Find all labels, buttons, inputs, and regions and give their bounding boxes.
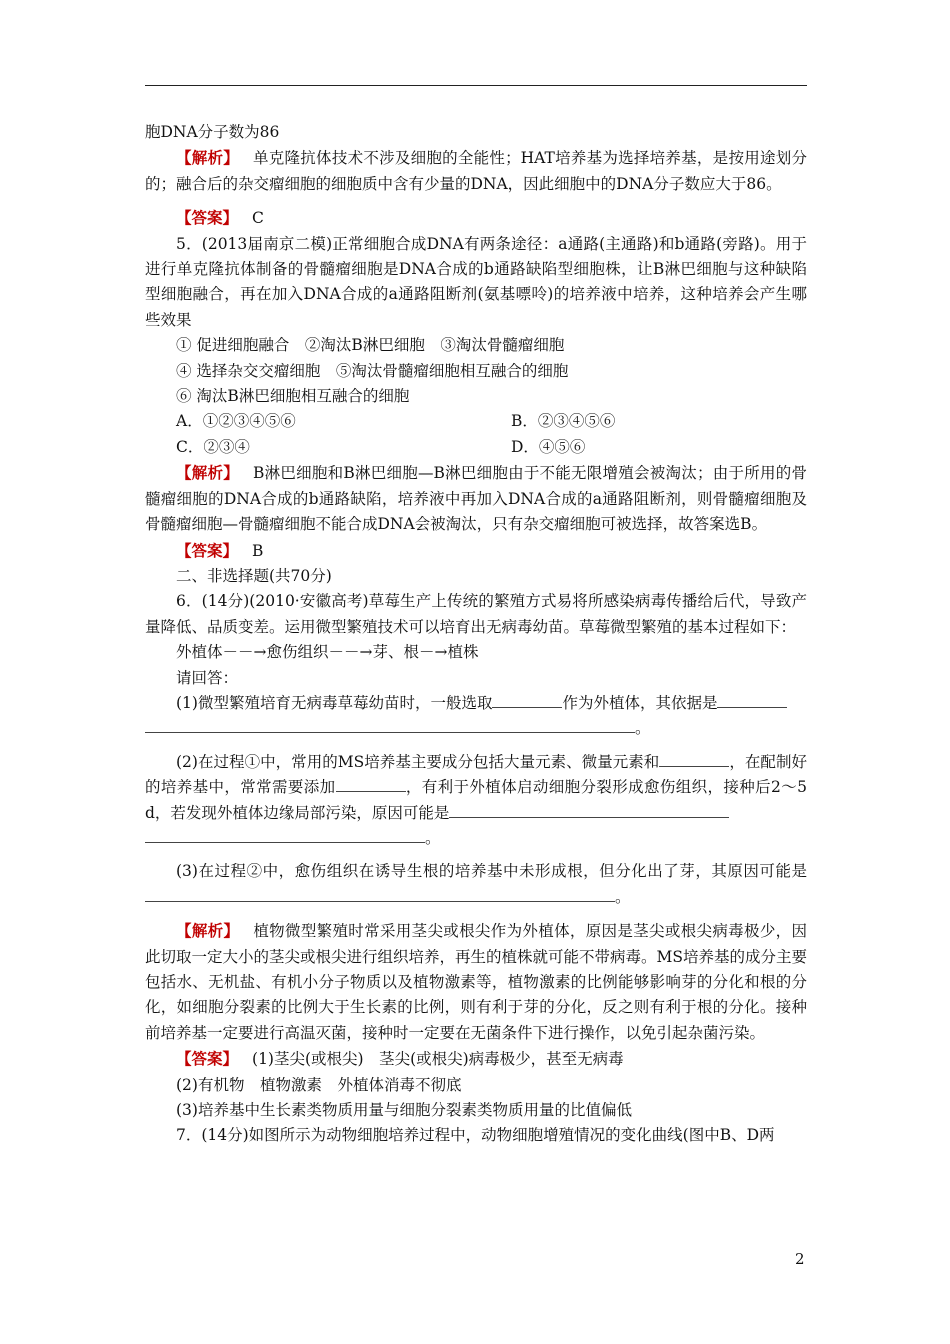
- q5-item-line-3: ⑥ 淘汰B淋巴细胞相互融合的细胞: [176, 387, 410, 406]
- analysis-4: 【解析】 单克隆抗体技术不涉及细胞的全能性；HAT培养基为选择培养基，是按用途划分的；融合后的杂交瘤细胞的细胞质中含有少量的DNA，因此细胞中的DNA分子数应大于86。: [145, 148, 807, 193]
- analysis-tag: 【解析】: [176, 148, 240, 168]
- q6-part-2-cont: 。: [145, 826, 807, 851]
- q6-flow: 外植体－－→愈伤组织－－→芽、根－→植株: [176, 643, 479, 662]
- q5-options-row-2: [145, 435, 807, 460]
- answer-tag: 【答案】: [176, 540, 239, 560]
- analysis-6: 【解析】 植物微型繁殖时常采用茎尖或根尖作为外植体，原因是茎尖或根尖病毒极少，因此切取一定大小的茎尖或根尖进行组织培养，再生的植株就可能不带病毒。MS培养基的成分主要包括水、无机盐、有机小分子物质以及植物激素等，植物激素的比例能够影响芽的分化和根的分化，如细胞分裂素的比例大于生长素的比例，则有利于芽的分化，反之则有利于根的分化。接种前培养基一定要进行高温灭菌，接种时一定要在无菌条件下进行操作，以免引起杂菌污染。: [145, 921, 807, 1042]
- page-number: 2: [795, 1250, 805, 1268]
- analysis-tag: 【解析】: [176, 921, 240, 941]
- q6-part-3: (3)在过程②中，愈伤组织在诱导生根的培养基中未形成根，但分化出了芽，其原因可能是。: [145, 859, 807, 910]
- answer-6-line-2: (2)有机物 植物激素 外植体消毒不彻底: [176, 1075, 462, 1094]
- answer-blank: [492, 693, 562, 708]
- answer-blank: [145, 828, 425, 843]
- answer-blank: [717, 693, 787, 708]
- answer-4: 【答案】 C: [176, 208, 264, 228]
- q5-options-row-1: [145, 409, 807, 434]
- section-heading: 二、非选择题(共70分): [176, 566, 332, 585]
- answer-blank: [659, 752, 729, 767]
- analysis-tag: 【解析】: [176, 463, 239, 483]
- answer-tag: 【答案】: [176, 1049, 239, 1069]
- q5-option-d: D．④⑤⑥: [511, 437, 586, 456]
- question-5: 5．(2013届南京二模)正常细胞合成DNA有两条途径：a通路(主通路)和b通路(旁路)。用于进行单克隆抗体制备的骨髓瘤细胞是DNA合成的b通路缺陷型细胞株，让B淋巴细胞与这种缺陷型细胞融合，再在加入DNA合成的a通路阻断剂(氨基嘌呤)的培养液中培养，这种培养会产生哪些效果: [145, 234, 807, 329]
- question-7: 7．(14分)如图所示为动物细胞培养过程中，动物细胞增殖情况的变化曲线(图中B、D两: [176, 1126, 775, 1145]
- q6-part-1-cont: 。: [145, 716, 807, 741]
- answer-blank: [336, 777, 406, 792]
- q6-part-1: (1)微型繁殖培育无病毒草莓幼苗时，一般选取 作为外植体，其依据是: [145, 691, 807, 716]
- q6-ask: 请回答：: [176, 668, 239, 687]
- q5-option-a: A．①②③④⑤⑥: [176, 412, 296, 431]
- q5-option-b: B．②③④⑤⑥: [511, 412, 616, 431]
- analysis-5: 【解析】 B淋巴细胞和B淋巴细胞—B淋巴细胞由于不能无限增殖会被淘汰；由于所用的骨髓瘤细胞的DNA合成的b通路缺陷，培养液中再加入DNA合成的a通路阻断剂，则骨髓瘤细胞及骨髓瘤细胞—骨髓瘤细胞不能合成DNA会被淘汰，只有杂交瘤细胞可被选择，故答案选B。: [145, 463, 807, 534]
- q5-item-line-1: ① 促进细胞融合 ②淘汰B淋巴细胞 ③淘汰骨髓瘤细胞: [176, 336, 565, 355]
- answer-6: 【答案】 (1)茎尖(或根尖) 茎尖(或根尖)病毒极少，甚至无病毒: [176, 1049, 624, 1069]
- q6-part-2: (2)在过程①中，常用的MS培养基主要成分包括大量元素、微量元素和 ，在配制好的培养基中，常常需要添加 ，有利于外植体启动细胞分裂形成愈伤组织，接种后2～5 d，若发现外植体边缘局部污染，原因可能是: [145, 752, 807, 822]
- document-body: [145, 120, 807, 1149]
- answer-blank: [145, 718, 635, 733]
- question-6: 6．(14分)(2010·安徽高考)草莓生产上传统的繁殖方式易将所感染病毒传播给后代，导致产量降低、品质变差。运用微型繁殖技术可以培育出无病毒幼苗。草莓微型繁殖的基本过程如下：: [145, 592, 807, 636]
- header-rule: [145, 85, 807, 86]
- answer-5: 【答案】 B: [176, 540, 264, 560]
- answer-blank: [449, 803, 729, 818]
- answer-tag: 【答案】: [176, 208, 239, 228]
- answer-6-line-3: (3)培养基中生长素类物质用量与细胞分裂素类物质用量的比值偏低: [176, 1101, 632, 1120]
- q5-option-c: C．②③④: [176, 437, 250, 456]
- answer-blank: [145, 887, 615, 902]
- line-prev-option: 胞DNA分子数为86: [145, 123, 280, 141]
- q5-item-line-2: ④ 选择杂交交瘤细胞 ⑤淘汰骨髓瘤细胞相互融合的细胞: [176, 361, 569, 380]
